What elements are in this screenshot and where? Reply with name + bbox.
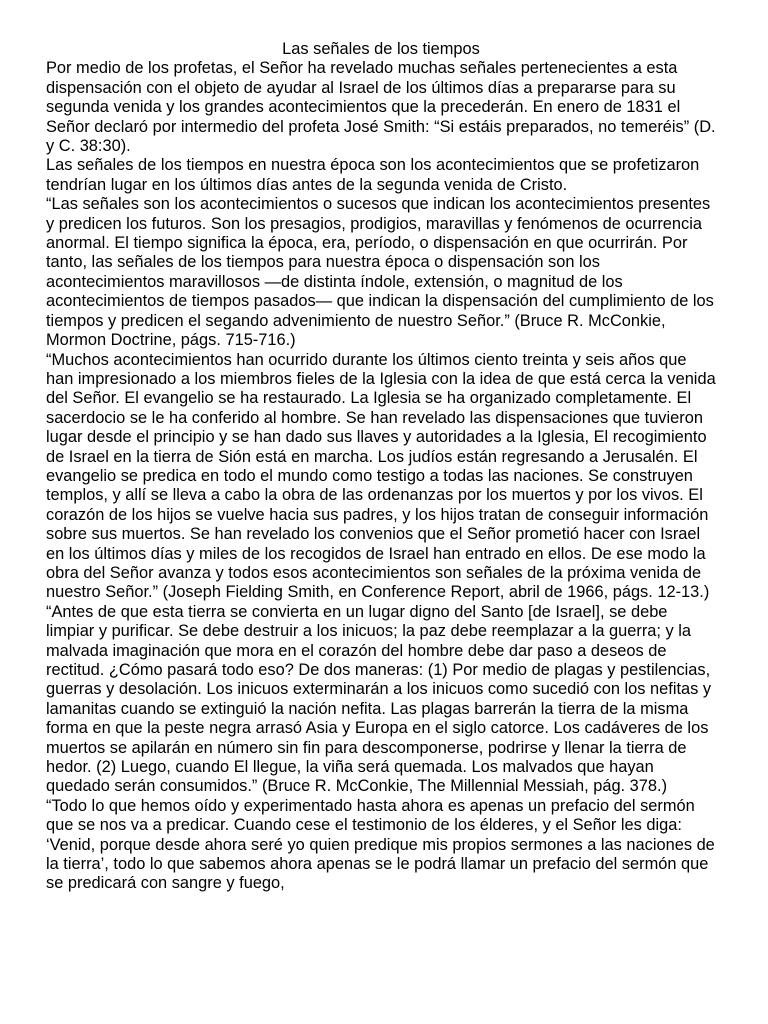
- paragraph-millennial-messiah-quote: “Antes de que esta tierra se convierta en un lugar digno del Santo [de Israel], se debe limpiar y purificar. Se debe destruir a los inicuos; la paz debe reemplazar a la guerra; y la malvada imaginación que mora en el corazón del hombre debe dar paso a deseos de rectitud. ¿Cómo pasará todo eso? De dos maneras: (1) Por medio de plagas y pestilencias, guerras y desolación. Los inicuos exterminarán a los inicuos como sucedió con los nefitas y lamanitas cuando se extinguió la nación nefita. Las plagas barrerán la tierra de la misma forma en que la peste negra arrasó Asia y Europa en el siglo catorce. Los cadáveres de los muertos se apilarán en número sin fin para descomponerse, podrirse y llenar la tierra de hedor. (2) Luego, cuando El llegue, la viña será quemada. Los malvados que hayan quedado serán consumidos.” (Bruce R. McConkie, The Millennial Messiah, pág. 378.): [46, 602, 712, 796]
- paragraph-intro: Por medio de los profetas, el Señor ha revelado muchas señales pertenecientes a esta dispensación con el objeto de ayudar al Israel de los últimos días a prepararse para su segunda venida y los grandes acontecimientos que la precederán. En enero de 1831 el Señor declaró por intermedio del profeta José Smith: “Si estáis preparados, no temeréis” (D. y C. 38:30).: [46, 59, 716, 156]
- paragraph-definition: Las señales de los tiempos en nuestra época son los acontecimientos que se profetizaron tendrían lugar en los últimos días antes de la segunda venida de Cristo.: [46, 156, 700, 194]
- page-title: Las señales de los tiempos: [282, 40, 480, 58]
- paragraph-fielding-smith-quote: “Muchos acontecimientos han ocurrido durante los últimos ciento treinta y seis años que han impresionado a los miembros fieles de la Iglesia con la idea de que está cerca la venida del Señor. El evangelio se ha restaurado. La Iglesia se ha organizado completamente. El sacerdocio se le ha conferido al hombre. Se han revelado las dispensaciones que tuvieron lugar desde el principio y se han dado sus llaves y autoridades a la Iglesia, El recogimiento de Israel en la tierra de Sión está en marcha. Los judíos están regresando a Jerusalén. El evangelio se predica en todo el mundo como testigo a todas las naciones. Se construyen templos, y allí se lleva a cabo la obra de las ordenanzas por los muertos y por los vivos. El corazón de los hijos se vuelve hacia sus padres, y los hijos tratan de conseguir información sobre sus muertos. Se han revelado los convenios que el Señor prometió hacer con Israel en los últimos días y miles de los recogidos de Israel han entrado en ellos. De ese modo la obra del Señor avanza y todos esos acontecimientos son señales de la próxima venida de nuestro Señor.” (Joseph Fielding Smith, en Conference Report, abril de 1966, págs. 12-13.): [46, 350, 716, 602]
- paragraph-mcconkie-quote: “Las señales son los acontecimientos o sucesos que indican los acontecimientos presentes y predicen los futuros. Son los presagios, prodigios, maravillas y fenómenos de ocurrencia anormal. El tiempo significa la época, era, período, o dispensación en que ocurrirán. Por tanto, las señales de los tiempos para nuestra época o dispensación son los acontecimientos maravillosos —de distinta índole, extensión, o magnitud de los acontecimientos de tiempos pasados— que indican la dispensación del cumplimiento de los tiempos y predicen el segando advenimiento de nuestro Señor.” (Bruce R. McConkie, Mormon Doctrine, págs. 715-716.): [46, 195, 714, 350]
- paragraph-sermon-quote: “Todo lo que hemos oído y experimentado hasta ahora es apenas un prefacio del sermón que se nos va a predicar. Cuando cese el testimonio de los élderes, y el Señor les diga: ‘Venid, porque desde ahora seré yo quien predique mis propios sermones a las naciones de la tierra’, todo lo que sabemos ahora apenas se le podrá llamar un prefacio del sermón que se predicará con sangre y fuego,: [46, 796, 715, 893]
